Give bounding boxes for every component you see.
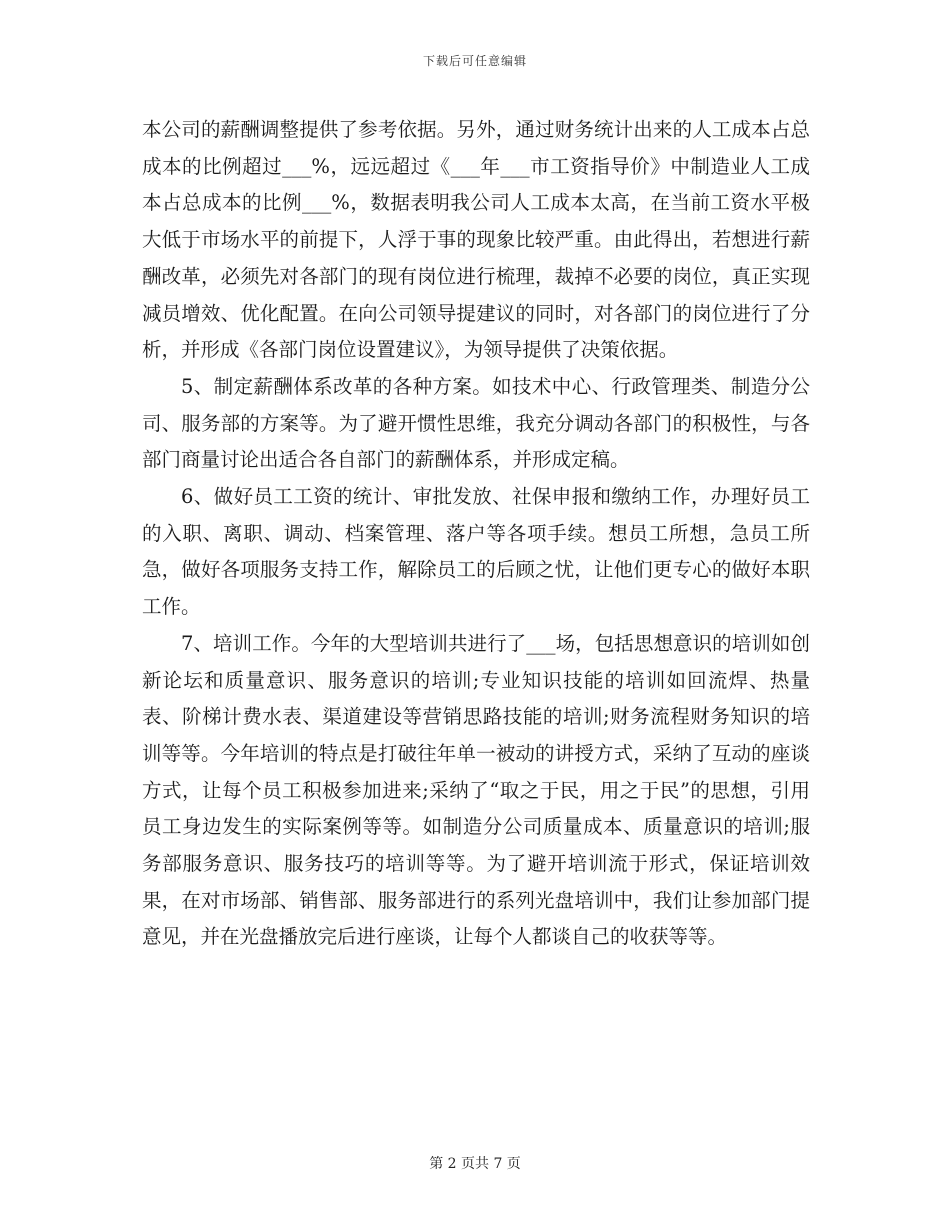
paragraph-item-6: 6、做好员工工资的统计、审批发放、社保申报和缴纳工作，办理好员工的入职、离职、调动、档案管理、落户等各项手续。想员工所想，急员工所急，做好各项服务支持工作，解除员工的后顾之忧，让他们更专心的做好本职工作。 <box>142 485 810 619</box>
document-body <box>142 112 810 956</box>
page-header: 下载后可任意编辑 <box>422 54 527 68</box>
paragraph-item-7: 7、培训工作。今年的大型培训共进行了___场，包括思想意识的培训如创新论坛和质量意识、服务意识的培训;专业知识技能的培训如回流焊、热量表、阶梯计费水表、渠道建设等营销思路技能的培训;财务流程财务知识的培训等等。今年培训的特点是打破往年单一被动的讲授方式，采纳了互动的座谈方式，让每个员工积极参加进来;采纳了“取之于民，用之于民”的思想，引用员工身边发生的实际案例等等。如制造分公司质量成本、质量意识的培训;服务部服务意识、服务技巧的培训等等。为了避开培训流于形式，保证培训效果，在对市场部、销售部、服务部进行的系列光盘培训中，我们让参加部门提意见，并在光盘播放完后进行座谈，让每个人都谈自己的收获等等。 <box>142 631 810 949</box>
paragraph-continued: 本公司的薪酬调整提供了参考依据。另外，通过财务统计出来的人工成本占总成本的比例超过___%，远远超过《___年___市工资指导价》中制造业人工成本占总成本的比例___%，数据表明我公司人工成本太高，在当前工资水平极大低于市场水平的前提下，人浮于事的现象比较严重。由此得出，若想进行薪酬改革，必须先对各部门的现有岗位进行梳理，裁掉不必要的岗位，真正实现减员增效、优化配置。在向公司领导提建议的同时，对各部门的岗位进行了分析，并形成《各部门岗位设置建议》，为领导提供了决策依据。 <box>142 118 810 362</box>
page-number: 第 2 页共 7 页 <box>429 1156 521 1172</box>
paragraph-item-5: 5、制定薪酬体系改革的各种方案。如技术中心、行政管理类、制造分公司、服务部的方案等。为了避开惯性思维，我充分调动各部门的积极性，与各部门商量讨论出适合各自部门的薪酬体系，并形成定稿。 <box>142 374 810 472</box>
